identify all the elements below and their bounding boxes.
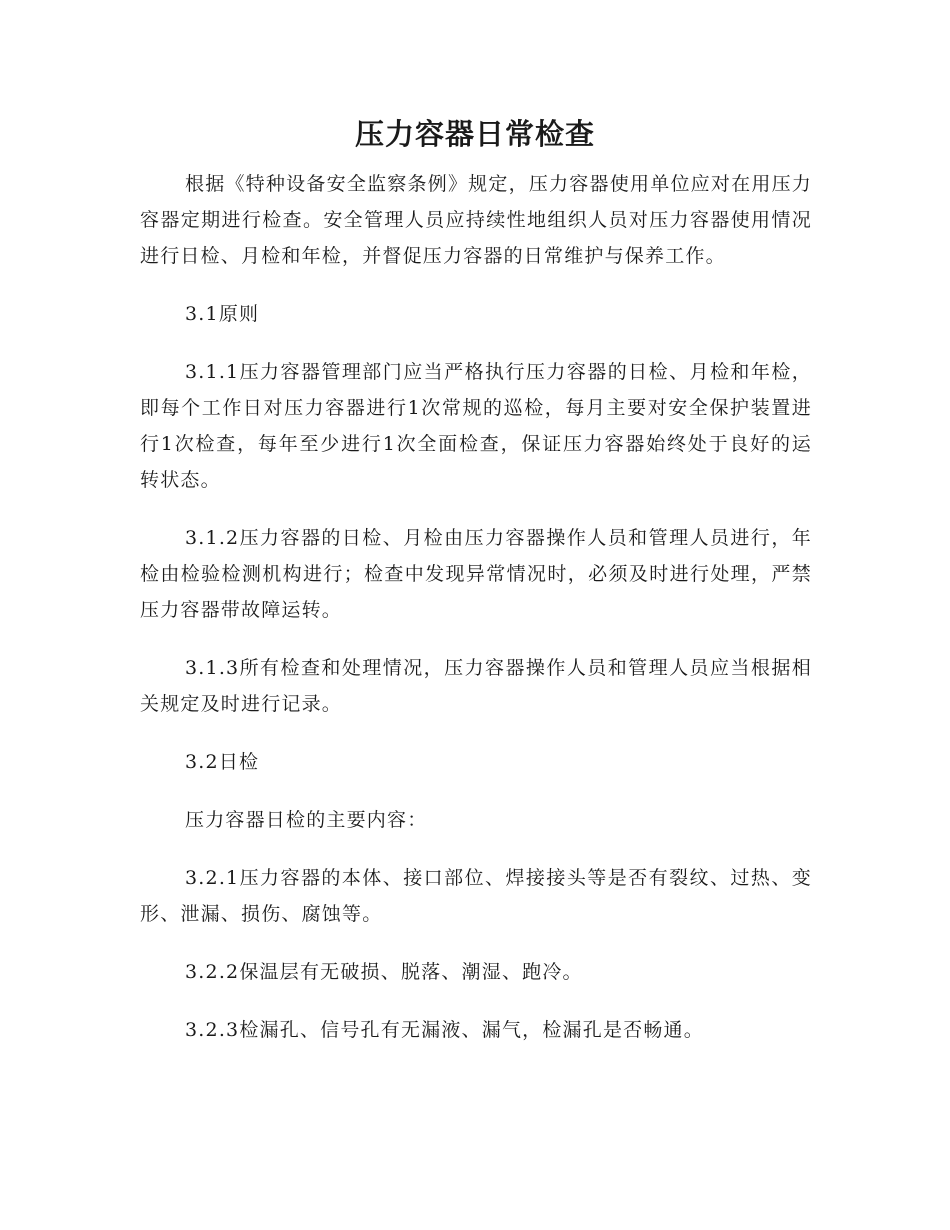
document-body xyxy=(140,166,812,1070)
daily-check-intro: 压力容器日检的主要内容： xyxy=(185,809,428,831)
section-heading-3-2: 3.2日检 xyxy=(185,751,260,773)
paragraph-3-1-2: 3.1.2压力容器的日检、月检由压力容器操作人员和管理人员进行，年检由检验检测机构进行；检查中发现异常情况时，必须及时进行处理，严禁压力容器带故障运转。 xyxy=(140,527,812,621)
paragraph-3-1-1: 3.1.1压力容器管理部门应当严格执行压力容器的日检、月检和年检，即每个工作日对压力容器进行1次常规的巡检，每月主要对安全保护装置进行1次检查，每年至少进行1次全面检查，保证压力容器始终处于良好的运转状态。 xyxy=(140,361,812,491)
paragraph-3-2-3: 3.2.3检漏孔、信号孔有无漏液、漏气，检漏孔是否畅通。 xyxy=(185,1019,704,1041)
section-heading-3-1: 3.1原则 xyxy=(185,303,260,325)
paragraph-3-2-2: 3.2.2保温层有无破损、脱落、潮湿、跑冷。 xyxy=(185,961,583,983)
paragraph-3-2-1: 3.2.1压力容器的本体、接口部位、焊接接头等是否有裂纹、过热、变形、泄漏、损伤、腐蚀等。 xyxy=(140,867,812,925)
paragraph-3-1-3: 3.1.3所有检查和处理情况，压力容器操作人员和管理人员应当根据相关规定及时进行记录。 xyxy=(140,657,812,715)
intro-paragraph: 根据《特种设备安全监察条例》规定，压力容器使用单位应对在用压力容器定期进行检查。安全管理人员应持续性地组织人员对压力容器使用情况进行日检、月检和年检，并督促压力容器的日常维护与保养工作。 xyxy=(140,173,812,267)
page-title: 压力容器日常检查 xyxy=(354,117,595,151)
